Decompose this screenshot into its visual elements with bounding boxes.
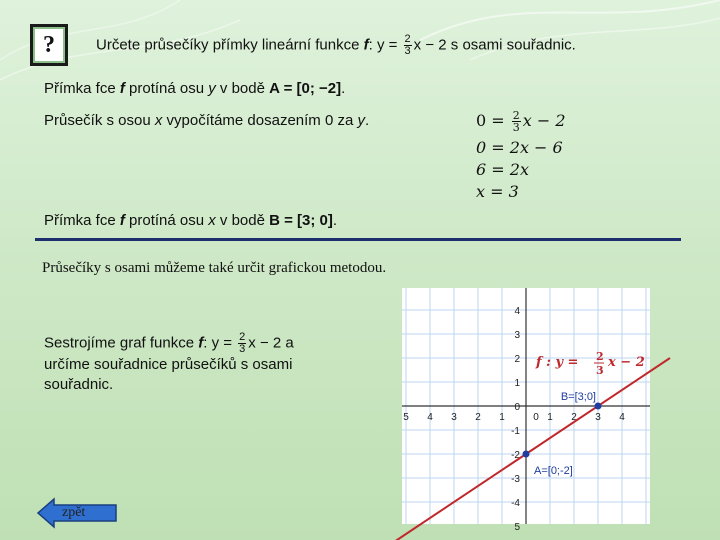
y-tick-label: -2 [511,450,520,461]
task-suffix: s osami souřadnic. [446,36,576,54]
question-mark: ? [43,31,55,58]
compute-text [44,112,369,129]
equation-4 [476,182,519,201]
x-tick-label: 0 [533,412,539,423]
x-tick-label: 4 [427,412,433,423]
graph-svg [402,288,650,533]
instr-line-2: určíme souřadnice průsečíků s osami [44,356,293,373]
intersection-y-text [44,80,345,97]
point-a-text: A = [0; −2] [269,80,342,97]
equation-2 [476,138,563,157]
instr-eq-right: x − 2 a [248,334,294,352]
y-tick-label: 3 [514,330,520,341]
line-x-text2: v bodě [215,212,270,229]
eq2-text: 0 = 2x − 6 [476,138,563,157]
y-tick-label: -4 [511,498,520,509]
task-frac-den: 3 [404,45,411,57]
line-y-text2: v bodě [215,80,270,97]
equation-1 [476,110,566,133]
eq1-den: 3 [512,121,520,134]
y-tick-label: 2 [514,354,520,365]
line-x-end: . [332,212,338,229]
back-label: zpět [62,505,86,520]
y-tick-label: 5 [514,522,520,533]
point-b-marker [595,403,602,410]
line-x-prefix: Přímka fce [44,212,120,229]
task-frac-num: 2 [404,33,411,45]
function-label-prefix: f : y = [536,355,579,370]
compute-var: y [357,112,365,129]
y-tick-label: 0 [514,402,520,413]
compute-middle: vypočítáme dosazením 0 za [162,112,358,129]
line-y-fname: f [119,80,125,97]
line-y-end: . [341,80,346,97]
function-graph [402,288,650,533]
point-b-label: B=[3;0] [560,391,596,403]
y-tick-label: -3 [511,474,520,485]
x-tick-label: 3 [451,412,457,423]
point-a-marker [523,451,530,458]
instr-eq-left: : y = [203,334,237,352]
line-x-axis: x [208,212,216,229]
task-fraction [404,34,412,57]
function-label-den: 3 [596,364,604,377]
instr-frac-num: 2 [239,331,246,343]
function-label-num: 2 [596,350,604,363]
line-y-middle: protíná osu [124,80,209,97]
point-a-label: A=[0;-2] [534,465,573,477]
task-fname: f [363,36,369,54]
eq1-fraction [512,110,521,133]
x-tick-label: 2 [571,412,577,423]
back-button[interactable] [36,498,120,528]
task-eq-left: : y = [368,36,402,54]
line-x-middle: protíná osu [124,212,209,229]
task-eq-right: x − 2 [413,36,447,54]
instr-line-1 [44,332,294,355]
x-tick-label: 4 [619,412,625,423]
instr-fraction [238,332,246,355]
x-tick-label: 1 [547,412,553,423]
point-b-text: B = [3; 0] [269,212,333,229]
compute-axis: x [154,112,163,129]
compute-end: . [365,112,370,129]
eq4-text: x = 3 [476,182,519,201]
line-y-prefix: Přímka fce [44,80,120,97]
task-statement [96,34,576,57]
instr-prefix: Sestrojíme graf funkce [44,334,199,352]
instr-line-3: souřadnic. [44,376,114,393]
x-tick-label: 3 [595,412,601,423]
intersection-x-text [44,212,337,229]
x-tick-label: 2 [475,412,481,423]
instr-frac-den: 3 [239,343,246,355]
graphical-method-text: Průsečíky s osami můžeme také určit grafickou metodou. [42,260,387,276]
line-x-fname: f [119,212,125,229]
compute-prefix: Průsečík s osou [44,112,155,129]
y-tick-label: 1 [514,378,520,389]
y-tick-label: 4 [514,306,520,317]
task-prefix: Určete průsečíky přímky lineární funkce [96,36,364,54]
instr-fname: f [198,334,204,352]
line-y-axis: y [208,80,216,97]
x-tick-label: 1 [499,412,505,423]
function-label-suffix: x − 2 [608,355,645,370]
eq3-text: 6 = 2x [476,160,529,179]
eq1-left: 0 = [476,111,510,130]
x-tick-label: 5 [403,412,409,423]
eq1-num: 2 [512,109,520,122]
equation-3 [476,160,529,179]
section-divider [35,238,681,241]
y-tick-label: -1 [511,426,520,437]
eq1-right: x − 2 [522,111,566,130]
question-mark-box [30,24,68,66]
graph-instructions [44,332,294,395]
